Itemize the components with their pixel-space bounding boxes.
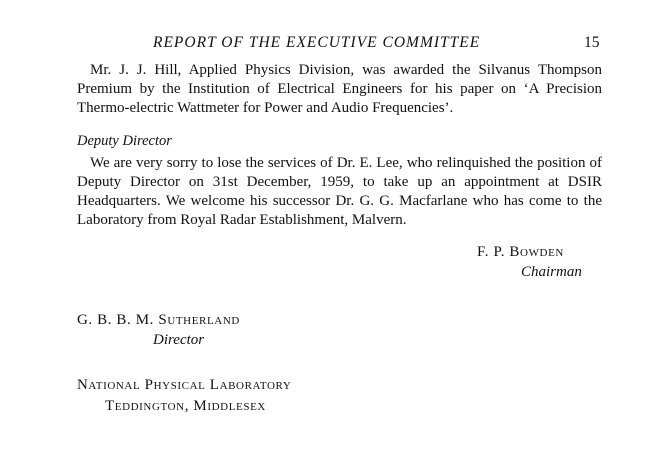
award-paragraph: Mr. J. J. Hill, Applied Physics Division, was awarded the Silvanus Thompson Premium by the Institution of Electrical Engineers for his paper on ‘A Precision Thermo-electric Wattmeter for Power and Audio Frequencies’. bbox=[77, 62, 602, 116]
award-section bbox=[77, 61, 602, 118]
page-number: 15 bbox=[584, 34, 600, 51]
director-name: G. B. B. M. Sutherland bbox=[77, 312, 240, 328]
deputy-director-paragraph: We are very sorry to lose the services of Dr. E. Lee, who relinquished the position of Deputy Director on 31st December, 1959, to take up an appointment at DSIR Headquarters. We welcome his successor Dr. G. G. Macfarlane who has come to the Laboratory from Royal Radar Establishment, Malvern. bbox=[77, 155, 602, 228]
chairman-name: F. P. Bowden bbox=[477, 244, 564, 260]
running-header-title: REPORT OF THE EXECUTIVE COMMITTEE bbox=[153, 34, 481, 51]
chairman-title: Chairman bbox=[521, 264, 582, 280]
running-header bbox=[0, 34, 650, 54]
section-heading: Deputy Director bbox=[77, 133, 172, 149]
address-line-1: National Physical Laboratory bbox=[77, 377, 292, 393]
deputy-director-section bbox=[77, 132, 602, 230]
director-title: Director bbox=[153, 332, 205, 348]
address-line-2: Teddington, Middlesex bbox=[105, 398, 266, 414]
